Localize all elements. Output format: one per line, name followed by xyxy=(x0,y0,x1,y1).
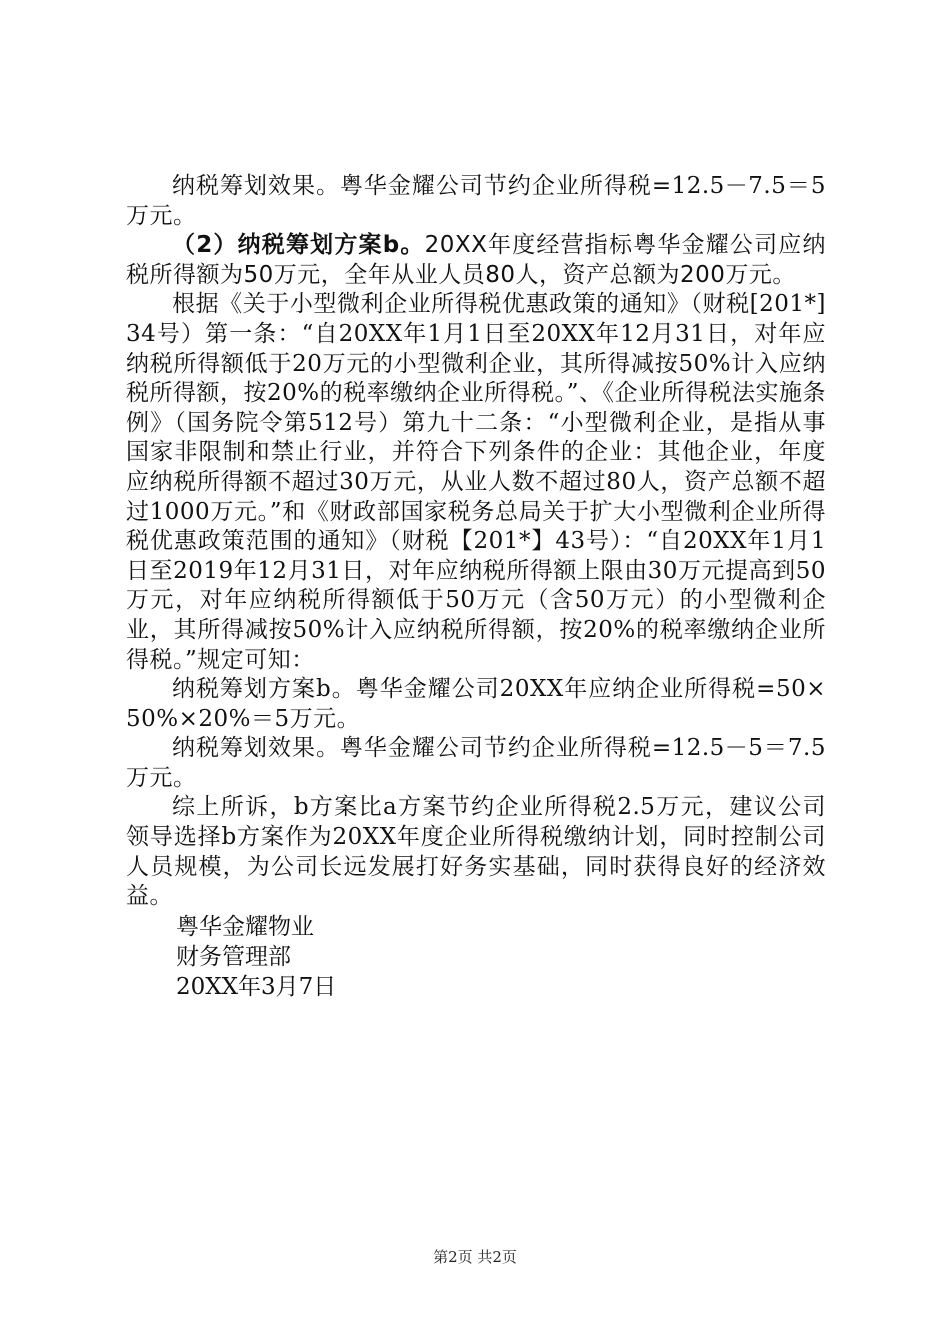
plan-b-heading: （2）纳税筹划方案b。 xyxy=(172,232,425,259)
paragraph-regulations: 根据《关于小型微利企业所得税优惠政策的通知》（财税[201*]34号）第一条：“自20XX年1月1日至20XX年12月31日，对年应纳税所得额低于20万元的小型微利企业，其所得减按50%计入应纳税所得额，按20%的税率缴纳企业所得税。”、《企业所得税法实施条例》（国务院令第512号）第九十二条：“小型微利企业，是指从事国家非限制和禁止行业，并符合下列条件的企业：其他企业，年度应纳税所得额不超过30万元，从业人数不超过80人，资产总额不超过1000万元。”和《财政部国家税务总局关于扩大小型微利企业所得税优惠政策范围的通知》（财税【201*】43号）：“自20XX年1月1日至2019年12月31日，对年应纳税所得额上限由30万元提高到50万元，对年应纳税所得额低于50万元（含50万元）的小型微利企业，其所得减按50%计入应纳税所得额，按20%的税率缴纳企业所得税。”规定可知： xyxy=(126,291,826,673)
paragraph-conclusion: 综上所诉，b方案比a方案节约企业所得税2.5万元，建议公司领导选择b方案作为20XX年度企业所得税缴纳计划，同时控制公司人员规模，为公司长远发展打好务实基础，同时获得良好的经济效益。 xyxy=(126,794,826,910)
paragraph-effect-a: 纳税筹划效果。粤华金耀公司节约企业所得税=12.5－7.5＝5万元。 xyxy=(126,173,826,229)
paragraph-plan-b xyxy=(126,231,826,290)
document-body xyxy=(126,172,826,1002)
paragraph-plan-b-tax: 纳税筹划方案b。粤华金耀公司20XX年应纳企业所得税=50×50%×20%＝5万元。 xyxy=(126,676,826,732)
paragraph-effect-b: 纳税筹划效果。粤华金耀公司节约企业所得税=12.5－5＝7.5万元。 xyxy=(126,735,826,791)
plan-b-text: 20XX年度经营指标粤华金耀公司应纳税所得额为50万元，全年从业人员80人，资产总额为200万元。 xyxy=(126,232,827,288)
page-footer: 第2页 共2页 xyxy=(433,1248,517,1266)
signature-date: 20XX年3月7日 xyxy=(176,973,337,1000)
signature-department: 财务管理部 xyxy=(176,943,291,970)
signature-company: 粤华金耀物业 xyxy=(176,913,314,940)
